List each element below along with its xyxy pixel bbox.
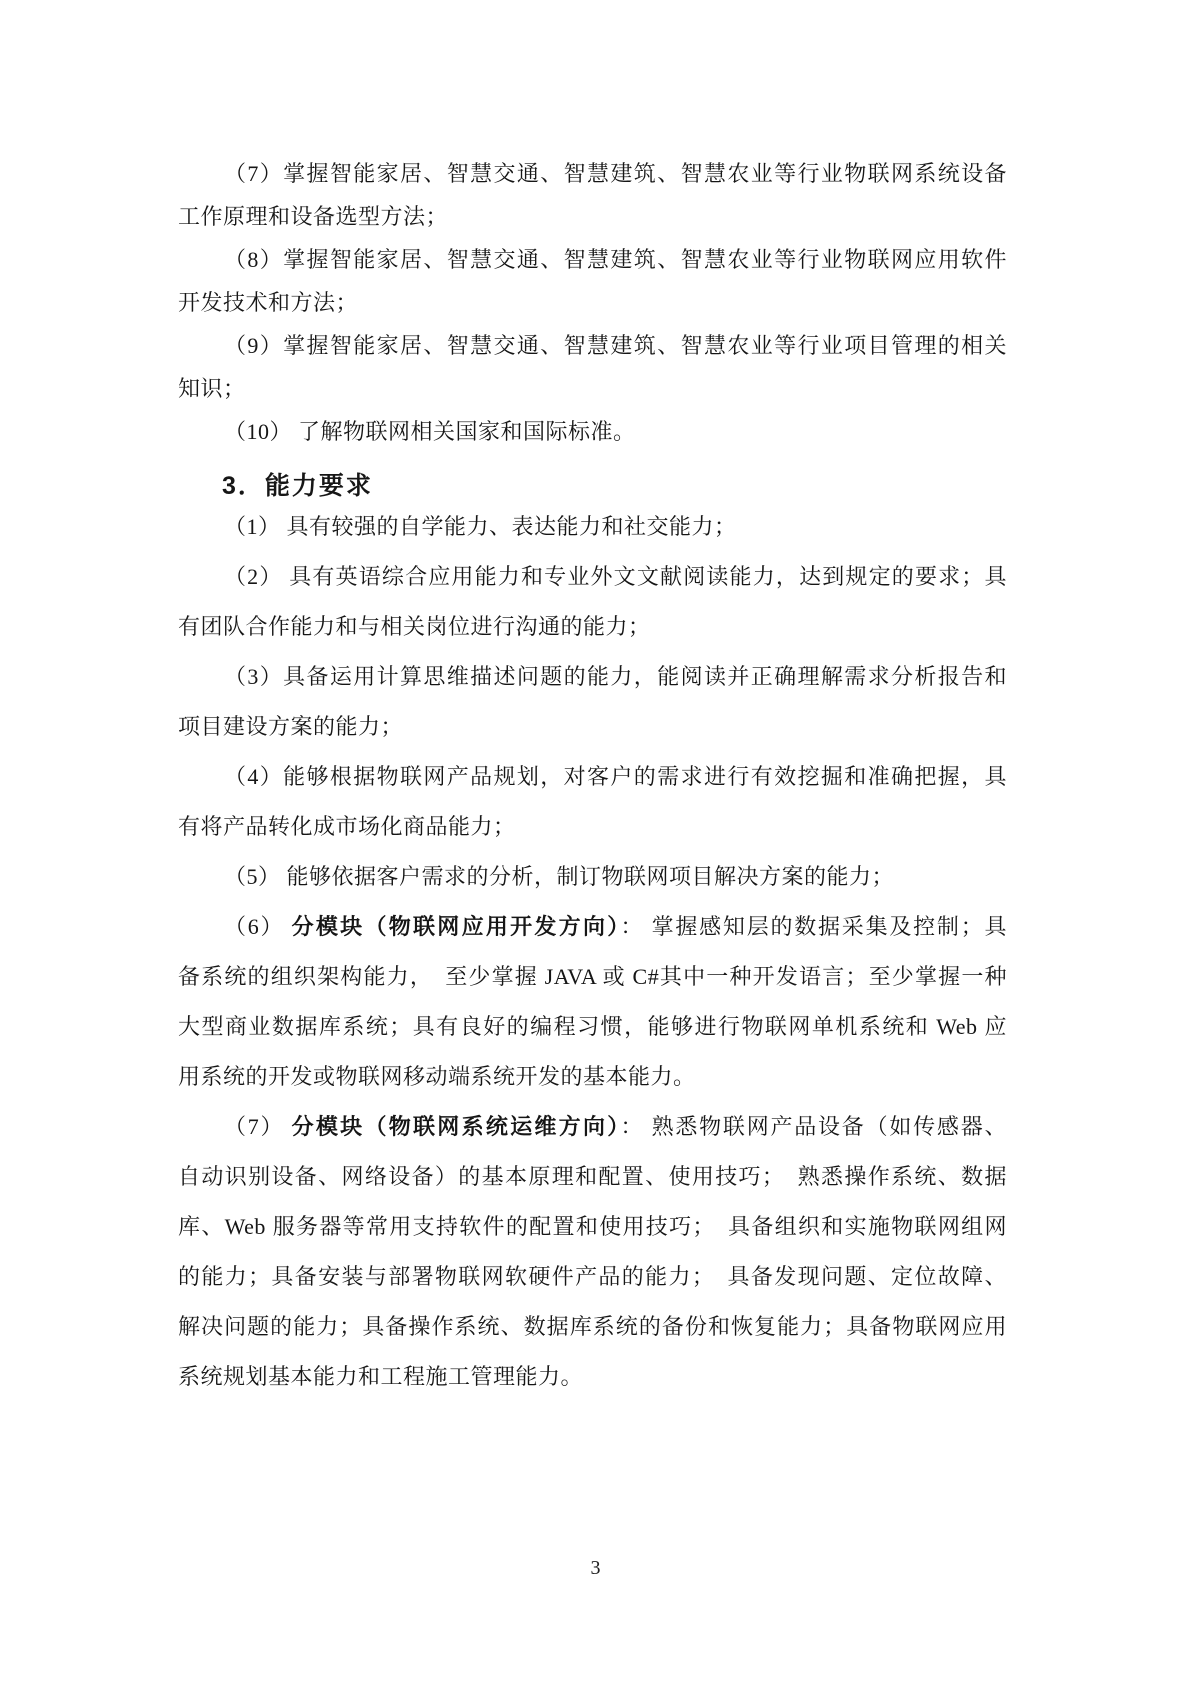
text-line <box>178 962 1007 992</box>
line-text: （2） 具有英语综合应用能力和专业外文文献阅读能力，达到规定的要求；具 <box>224 564 1007 589</box>
text-line <box>178 912 1007 942</box>
text-line <box>178 288 1007 318</box>
line-bold-text: 分模块（物联网系统运维方向） <box>291 1114 621 1139</box>
text-line <box>178 374 1007 404</box>
text-line <box>178 1062 1007 1092</box>
line-text: （5） 能够依据客户需求的分析，制订物联网项目解决方案的能力； <box>224 864 895 889</box>
text-line <box>178 812 1007 842</box>
text-line <box>178 159 1007 189</box>
text-line <box>178 562 1007 592</box>
text-line <box>178 712 1007 742</box>
text-line <box>178 202 1007 232</box>
text-line <box>178 1212 1007 1242</box>
line-text: 系统规划基本能力和工程施工管理能力。 <box>178 1364 584 1389</box>
line-text: （8）掌握智能家居、智慧交通、智慧建筑、智慧农业等行业物联网应用软件 <box>224 247 1007 272</box>
text-line <box>178 612 1007 642</box>
line-text: （7）掌握智能家居、智慧交通、智慧建筑、智慧农业等行业物联网系统设备 <box>224 161 1007 186</box>
text-line <box>178 1362 1007 1392</box>
text-line <box>178 1312 1007 1342</box>
line-text: 项目建设方案的能力； <box>178 714 404 739</box>
line-text: （1） 具有较强的自学能力、表达能力和社交能力； <box>224 514 737 539</box>
line-text: 自动识别设备、网络设备）的基本原理和配置、使用技巧； 熟悉操作系统、数据 <box>178 1164 1007 1189</box>
line-text: 大型商业数据库系统；具有良好的编程习惯，能够进行物联网单机系统和 Web 应 <box>178 1014 1007 1039</box>
text-line <box>178 331 1007 361</box>
text-line <box>178 762 1007 792</box>
line-text: 用系统的开发或物联网移动端系统开发的基本能力。 <box>178 1064 696 1089</box>
line-text: （10） 了解物联网相关国家和国际标准。 <box>224 419 636 444</box>
line-text: 工作原理和设备选型方法； <box>178 204 449 229</box>
text-line <box>178 1262 1007 1292</box>
line-text: ： 掌握感知层的数据采集及控制；具 <box>620 914 1007 939</box>
section-heading: 3．能力要求 <box>222 472 373 500</box>
line-text: （7） <box>224 1114 292 1139</box>
line-text: 有将产品转化成市场化商品能力； <box>178 814 516 839</box>
line-bold-text: 分模块（物联网应用开发方向） <box>291 914 621 939</box>
line-text: （9）掌握智能家居、智慧交通、智慧建筑、智慧农业等行业项目管理的相关 <box>224 333 1007 358</box>
text-line <box>178 417 1007 447</box>
line-text: （4）能够根据物联网产品规划，对客户的需求进行有效挖掘和准确把握，具 <box>224 764 1007 789</box>
line-text: 的能力；具备安装与部署物联网软硬件产品的能力； 具备发现问题、定位故障、 <box>178 1264 1007 1289</box>
text-line <box>178 512 1007 542</box>
line-text: （3）具备运用计算思维描述问题的能力，能阅读并正确理解需求分析报告和 <box>224 664 1007 689</box>
line-text: 解决问题的能力；具备操作系统、数据库系统的备份和恢复能力；具备物联网应用 <box>178 1314 1007 1339</box>
page-number: 3 <box>590 1557 601 1579</box>
text-line <box>178 1162 1007 1192</box>
line-text: 开发技术和方法； <box>178 290 359 315</box>
line-text: 有团队合作能力和与相关岗位进行沟通的能力； <box>178 614 651 639</box>
text-line <box>178 1012 1007 1042</box>
line-text: （6） <box>224 914 292 939</box>
text-line <box>178 862 1007 892</box>
text-line <box>178 662 1007 692</box>
line-text: 备系统的组织架构能力， 至少掌握 JAVA 或 C#其中一种开发语言；至少掌握一种 <box>178 964 1007 989</box>
line-text: 库、Web 服务器等常用支持软件的配置和使用技巧； 具备组织和实施物联网组网 <box>178 1214 1007 1239</box>
line-text: 知识； <box>178 376 246 401</box>
text-line <box>178 245 1007 275</box>
text-line <box>178 1112 1007 1142</box>
line-text: ： 熟悉物联网产品设备（如传感器、 <box>620 1114 1007 1139</box>
